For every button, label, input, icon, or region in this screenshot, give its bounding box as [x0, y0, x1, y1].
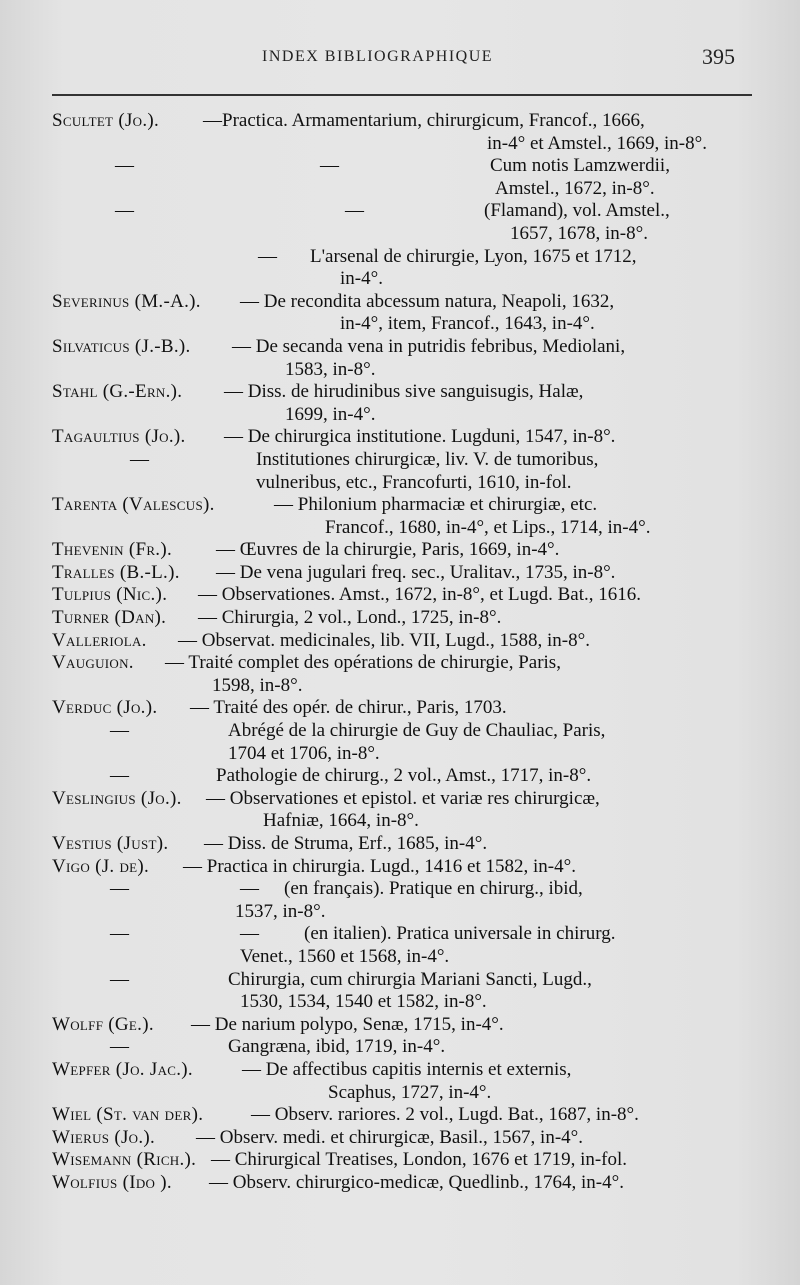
entry-continuation-line [0, 1082, 800, 1105]
entry-title: (Flamand), vol. Amstel., [484, 200, 670, 222]
index-entry [0, 110, 800, 155]
ditto-dash: — [240, 923, 259, 945]
entry-title: — Chirurgia, 2 vol., Lond., 1725, in-8°. [198, 607, 502, 629]
entry-author: Tralles (B.-L.). [52, 561, 180, 583]
entry-first-line [0, 1104, 800, 1127]
index-entry [0, 923, 800, 968]
ditto-dash: — [110, 968, 129, 990]
entry-title: Gangræna, ibid, 1719, in-4°. [228, 1036, 446, 1058]
index-entry [0, 291, 800, 336]
entry-title: Cum notis Lamzwerdii, [490, 155, 670, 177]
entry-author: Tulpius (Nic.). [52, 584, 168, 606]
entry-author: Stahl (G.-Ern.). [52, 381, 183, 403]
entry-title: — Observationes et epistol. et variæ res chirurgicæ, [206, 787, 600, 809]
entry-continuation-line [0, 946, 800, 969]
entry-title: Abrégé de la chirurgie de Guy de Chauliac, Paris, [228, 720, 606, 742]
entry-first-line [0, 539, 800, 562]
entry-first-line [0, 878, 800, 901]
entry-continuation: in-4°. [340, 268, 383, 290]
ditto-dash: — [115, 200, 134, 222]
entry-continuation-line [0, 810, 800, 833]
entry-first-line [0, 720, 800, 743]
ditto-dash: — [110, 1036, 129, 1058]
entry-continuation-line [0, 223, 800, 246]
ditto-dash: — [320, 155, 339, 177]
ditto-dash: — [110, 923, 129, 945]
index-entry [0, 788, 800, 833]
entry-author: Scultet (Jo.). [52, 110, 160, 131]
index-entry [0, 1149, 800, 1172]
entry-title: — De narium polypo, Senæ, 1715, in-4°. [191, 1013, 504, 1035]
entry-first-line [0, 336, 800, 359]
entry-continuation: in-4° et Amstel., 1669, in-8°. [487, 132, 707, 154]
entry-title: (en français). Pratique en chirurg., ibid, [284, 878, 583, 900]
index-entry [0, 969, 800, 1014]
entry-continuation: Scaphus, 1727, in-4°. [328, 1081, 492, 1103]
entry-continuation-line [0, 901, 800, 924]
entry-title: — Observationes. Amst., 1672, in-8°, et Lugd. Bat., 1616. [198, 584, 641, 606]
entry-first-line [0, 426, 800, 449]
running-title: INDEX BIBLIOGRAPHIQUE [262, 48, 494, 65]
ditto-dash: — [258, 245, 277, 267]
entry-author: Veslingius (Jo.). [52, 787, 182, 809]
entry-continuation: vulneribus, etc., Francofurti, 1610, in-fol. [256, 471, 572, 493]
entry-author: Severinus (M.-A.). [52, 290, 201, 312]
index-entry [0, 539, 800, 562]
entry-continuation: in-4°, item, Francof., 1643, in-4°. [340, 313, 595, 335]
entry-author: Tarenta (Valescus). [52, 494, 215, 516]
index-entry [0, 856, 800, 879]
index-entry [0, 652, 800, 697]
entry-continuation-line [0, 991, 800, 1014]
index-entry [0, 1036, 800, 1059]
entry-first-line [0, 200, 800, 223]
index-entry [0, 381, 800, 426]
entry-first-line [0, 607, 800, 630]
page-number: 395 [702, 44, 735, 69]
index-entry [0, 697, 800, 720]
entry-author: Valleriola. [52, 629, 147, 651]
entry-continuation-line [0, 178, 800, 201]
entry-first-line [0, 1172, 800, 1195]
entry-first-line [0, 1036, 800, 1059]
index-entry [0, 1104, 800, 1127]
entry-title: — De secanda vena in putridis febribus, Mediolani, [232, 335, 626, 357]
entry-title: — Practica in chirurgia. Lugd., 1416 et 1582, in-4°. [183, 855, 576, 877]
entry-title: — Diss. de hirudinibus sive sanguisugis, Halæ, [224, 381, 584, 403]
entry-first-line [0, 697, 800, 720]
entry-first-line [0, 1059, 800, 1082]
entry-title: — Traité complet des opérations de chirurgie, Paris, [165, 652, 561, 674]
entry-continuation-line [0, 675, 800, 698]
ditto-dash: — [240, 878, 259, 900]
entry-author: Wierus (Jo.). [52, 1126, 156, 1148]
entry-title: — De recondita abcessum natura, Neapoli, 1632, [240, 290, 615, 312]
entry-continuation: Hafniæ, 1664, in-8°. [263, 810, 419, 832]
entry-continuation-line [0, 517, 800, 540]
entry-continuation: 1699, in-4°. [285, 403, 376, 425]
index-entry [0, 1059, 800, 1104]
ditto-dash: — [110, 878, 129, 900]
entry-author: Tagaultius (Jo.). [52, 426, 186, 448]
entry-continuation: Venet., 1560 et 1568, in-4°. [240, 945, 450, 967]
ditto-dash: — [115, 155, 134, 177]
index-entry [0, 878, 800, 923]
entry-continuation-line [0, 268, 800, 291]
entry-author: Wolff (Ge.). [52, 1013, 154, 1035]
index-entry [0, 336, 800, 381]
index-entry [0, 584, 800, 607]
index-entry [0, 720, 800, 765]
entry-title: — Œuvres de la chirurgie, Paris, 1669, in-4°. [216, 539, 560, 561]
entry-first-line [0, 381, 800, 404]
entry-continuation-line [0, 133, 800, 156]
entry-first-line [0, 856, 800, 879]
entry-first-line [0, 494, 800, 517]
index-entry [0, 155, 800, 200]
entry-title: — Diss. de Struma, Erf., 1685, in-4°. [204, 833, 488, 854]
entry-title: — Chirurgical Treatises, London, 1676 et 1719, in-fol. [211, 1149, 628, 1171]
entry-first-line [0, 562, 800, 585]
entry-first-line [0, 833, 800, 856]
entry-first-line [0, 246, 800, 269]
entry-author: Thevenin (Fr.). [52, 539, 173, 561]
entry-title: (en italien). Pratica universale in chirurg. [304, 923, 616, 945]
entry-continuation: 1704 et 1706, in-8°. [228, 742, 380, 764]
entry-first-line [0, 765, 800, 788]
index-entry [0, 630, 800, 653]
ditto-dash: — [345, 200, 364, 222]
index-entry [0, 426, 800, 449]
header-rule [52, 94, 752, 96]
entry-author: Wepfer (Jo. Jac.). [52, 1058, 193, 1080]
ditto-dash: — [110, 765, 129, 787]
entry-first-line [0, 788, 800, 811]
entry-continuation: 1598, in-8°. [212, 674, 303, 696]
entry-title: —Practica. Armamentarium, chirurgicum, Francof., 1666, [203, 110, 645, 131]
entry-continuation-line [0, 743, 800, 766]
entry-continuation: 1657, 1678, in-8°. [510, 222, 648, 244]
entry-continuation-line [0, 313, 800, 336]
entry-first-line [0, 1014, 800, 1037]
entry-title: — Observ. rariores. 2 vol., Lugd. Bat., 1687, in-8°. [251, 1104, 639, 1126]
entry-title: — Philonium pharmaciæ et chirurgiæ, etc. [274, 494, 598, 516]
entry-first-line [0, 110, 800, 133]
entry-author: Vigo (J. de). [52, 855, 150, 877]
index-entry [0, 200, 800, 245]
entry-continuation: 1583, in-8°. [285, 358, 376, 380]
entry-continuation-line [0, 404, 800, 427]
index-entry [0, 765, 800, 788]
entry-title: — Traité des opér. de chirur., Paris, 1703. [190, 697, 507, 719]
entry-author: Turner (Dan). [52, 607, 167, 629]
index-entry [0, 1172, 800, 1195]
entry-continuation: 1530, 1534, 1540 et 1582, in-8°. [240, 991, 487, 1013]
entry-title: L'arsenal de chirurgie, Lyon, 1675 et 1712, [310, 245, 637, 267]
entry-author: Wolfius (Ido ). [52, 1171, 172, 1193]
entry-title: — De vena jugulari freq. sec., Uralitav., 1735, in-8°. [216, 561, 616, 583]
ditto-dash: — [110, 720, 129, 742]
entry-title: — De affectibus capitis internis et externis, [242, 1058, 572, 1080]
entry-continuation-line [0, 472, 800, 495]
index-entry [0, 1127, 800, 1150]
entry-author: Silvaticus (J.-B.). [52, 335, 191, 357]
ditto-dash: — [130, 448, 149, 470]
entry-title: — Observat. medicinales, lib. VII, Lugd., 1588, in-8°. [178, 629, 590, 651]
entry-title: — De chirurgica institutione. Lugduni, 1547, in-8°. [224, 426, 616, 448]
entry-first-line [0, 630, 800, 653]
entry-author: Vestius (Just). [52, 833, 169, 854]
entry-continuation-line [0, 359, 800, 382]
entry-first-line [0, 291, 800, 314]
entry-continuation: Amstel., 1672, in-8°. [495, 177, 655, 199]
entry-first-line [0, 584, 800, 607]
entry-first-line [0, 1149, 800, 1172]
entry-first-line [0, 1127, 800, 1150]
entry-first-line [0, 449, 800, 472]
bibliography-index [0, 110, 800, 1195]
entry-author: Wiel (St. van der). [52, 1104, 204, 1126]
entry-title: — Observ. chirurgico-medicæ, Quedlinb., 1764, in-4°. [209, 1171, 624, 1193]
entry-first-line [0, 652, 800, 675]
entry-first-line [0, 969, 800, 992]
entry-first-line [0, 155, 800, 178]
entry-continuation: Francof., 1680, in-4°, et Lips., 1714, in-4°. [325, 516, 651, 538]
entry-continuation: 1537, in-8°. [235, 900, 326, 922]
entry-title: Pathologie de chirurg., 2 vol., Amst., 1717, in-8°. [216, 765, 592, 787]
index-entry [0, 607, 800, 630]
index-entry [0, 562, 800, 585]
index-entry [0, 246, 800, 291]
entry-title: Chirurgia, cum chirurgia Mariani Sancti, Lugd., [228, 968, 592, 990]
entry-title: Institutiones chirurgicæ, liv. V. de tumoribus, [256, 448, 599, 470]
entry-author: Wisemann (Rich.). [52, 1149, 197, 1171]
entry-title: — Observ. medi. et chirurgicæ, Basil., 1567, in-4°. [196, 1126, 584, 1148]
index-entry [0, 449, 800, 494]
entry-author: Verduc (Jo.). [52, 697, 158, 719]
entry-author: Vauguion. [52, 652, 134, 674]
page-header [0, 44, 800, 74]
index-entry [0, 833, 800, 856]
entry-first-line [0, 923, 800, 946]
index-entry [0, 1014, 800, 1037]
index-entry [0, 494, 800, 539]
